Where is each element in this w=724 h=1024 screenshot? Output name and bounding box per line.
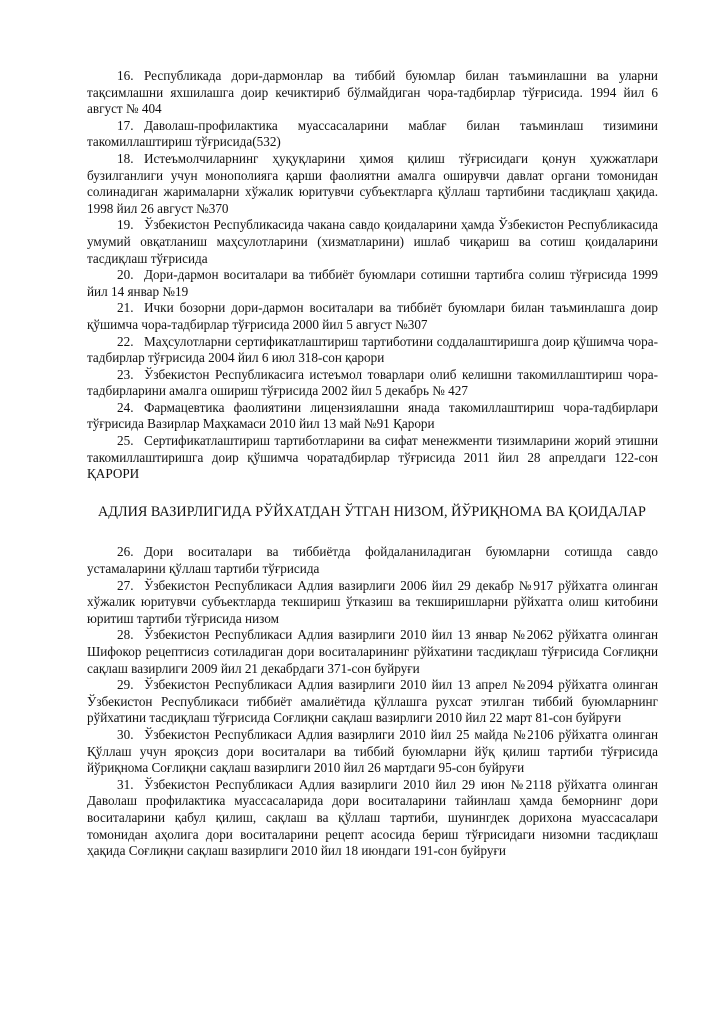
item-number: 31.: [117, 776, 134, 792]
section-heading: АДЛИЯ ВАЗИРЛИГИДА РЎЙХАТДАН ЎТГАН НИЗОМ, ЙЎРИҚНОМА ВА ҚОИДАЛАР: [98, 503, 646, 520]
item-number: 20.: [117, 267, 134, 283]
list-item: [87, 217, 658, 267]
item-number: 29.: [117, 677, 134, 693]
item-text: Ички бозорни дори-дармон воситалари ва тиббиёт буюмлари билан таъминлашга доир қўшимча чора-тадбирлар тўғрисида 2000 йил 5 август №307: [87, 300, 658, 332]
document-page: [87, 68, 658, 860]
item-text: Дори воситалари ва тиббиётда фойдаланиладиган буюмларни сотишда савдо устамаларини қўллаш тартиби тўғрисида: [87, 544, 658, 577]
item-number: 16.: [117, 68, 134, 83]
item-text: Ўзбекистон Республикасида чакана савдо қоидаларини ҳамда Ўзбекистон Республикасида умумий овқатланиш маҳсулотларини (хизматларини) ишлаб чиқариш ва сотиш қоидаларини тасдиқлаш тўғрисида: [87, 217, 658, 266]
list-item: [87, 334, 658, 367]
item-number: 30.: [117, 726, 134, 742]
list-item: [87, 627, 658, 677]
item-text: Фармацевтика фаолиятини лицензиялашни янада такомиллаштириш чора-тадбирлари тўғрисида Вазирлар Маҳкамаси 2010 йил 13 май №91 Қарори: [87, 399, 658, 432]
item-text: Ўзбекистон Республикаси Адлия вазирлиги 2010 йил 25 майда №2106 рўйхатга олинган Қўллаш учун яроқсиз дори воситалари ва тиббий буюмларни йўқ қилиш тартиби тўғрисида йўриқнома Соғлиқни сақлаш вазирлиги 2010 йил 26 мартдаги 95-сон буйруғи: [87, 726, 658, 776]
item-number: 22.: [117, 333, 134, 349]
item-number: 23.: [117, 366, 134, 382]
item-text: Даволаш-профилактика муассасаларини маблағ билан таъминлаш тизимини такомиллаштириш тўғрисида(532): [87, 117, 658, 150]
item-text: Республикада дори-дармонлар ва тиббий буюмлар билан таъминлашни ва уларни тақсимлашни яхшилашга доир кечиктириб бўлмайдиган чора-тадбирлар тўғрисида. 1994 йил 6 август № 404: [87, 68, 658, 117]
list-item: [87, 433, 658, 483]
list-item: [87, 367, 658, 400]
item-number: 19.: [117, 217, 134, 233]
item-number: 24.: [117, 399, 134, 415]
list-item: [87, 267, 658, 300]
item-text: Истеъмолчиларнинг ҳуқуқларини ҳимоя қилиш тўғрисидаги қонун ҳужжатлари бузилганлиги учун монополияга қарши фаолиятни амалга оширувчи давлат органи томонидан солинадиган жарималарни хўжалик юритувчи субъектларга қўллаш тартибини тасдиқлаш ҳақида. 1998 йил 26 август №370: [87, 150, 658, 216]
item-text: Ўзбекистон Республикаси Адлия вазирлиги 2010 йил 29 июн №2118 рўйхатга олинган Даволаш профилактика муассасаларида дори воситаларини тайинлаш ҳамда беморнинг дори воситаларини қабул қилиш, сақлаш ва қўллаш тартиби, шунингдек дорихона муассасалари томонидан аҳолига дори воситаларини рецепт асосида бериш тўғрисидаги низомни тасдиқлаш ҳақида Соғлиқни сақлаш вазирлиги 2010 йил 18 июндаги 191-сон буйруғи: [87, 776, 658, 859]
item-number: 27.: [117, 577, 134, 593]
list-item: [87, 151, 658, 217]
list-item: [87, 578, 658, 628]
item-text: Ўзбекистон Республикаси Адлия вазирлиги 2006 йил 29 декабр №917 рўйхатга олинган хўжалик юритувчи субъектларда текшириш ўтказиш ва текширишларни рўйхатга олиш китобини юритиш тартиби тўғрисида низом: [87, 577, 658, 626]
regulation-list-2: [87, 544, 658, 859]
regulation-list-1: [87, 68, 658, 483]
list-item: [87, 400, 658, 433]
list-item: [87, 727, 658, 777]
item-number: 26.: [117, 544, 134, 560]
item-text: Маҳсулотларни сертификатлаштириш тартиботини соддалаштиришга доир қўшимча чора-тадбирлар тўғрисида 2004 йил 6 июл 318-сон қарори: [87, 333, 658, 366]
list-item: [87, 677, 658, 727]
list-item: [87, 300, 658, 333]
item-number: 21.: [117, 300, 134, 316]
item-number: 17.: [117, 117, 134, 133]
item-number: 18.: [117, 150, 134, 166]
list-item: [87, 118, 658, 151]
item-text: Ўзбекистон Республикаси Адлия вазирлиги 2010 йил 13 январ №2062 рўйхатга олинган Шифокор рецептисиз сотиладиган дори воситаларининг рўйхатини тасдиқлаш тўғрисида Соғлиқни сақлаш вазирлиги 2009 йил 21 декабрдаги 371-сон буйруғи: [87, 627, 658, 676]
list-item: [87, 544, 658, 577]
list-item: [87, 777, 658, 860]
item-number: 28.: [117, 627, 134, 643]
item-number: 25.: [117, 433, 134, 449]
item-text: Ўзбекистон Республикаси Адлия вазирлиги 2010 йил 13 апрел №2094 рўйхатга олинган Ўзбекистон Республикаси тиббиёт амалиётида қўллашга рухсат этилган тиббий буюмларнинг рўйхатини тасдиқлаш тўғрисида Соғлиқни сақлаш вазирлиги 2010 йил 22 март 81-сон буйруғи: [87, 677, 658, 726]
item-text: Ўзбекистон Республикасига истеъмол товарлари олиб келишни такомиллаштириш чора-тадбирларини амалга ошириш тўғрисида 2002 йил 5 декабрь № 427: [87, 366, 658, 399]
item-text: Дори-дармон воситалари ва тиббиёт буюмлари сотишни тартибга солиш тўғрисида 1999 йил 14 январ №19: [87, 267, 658, 299]
list-item: [87, 68, 658, 118]
item-text: Сертификатлаштириш тартиботларини ва сифат менежменти тизимларини жорий этишни такомиллаштиришга доир қўшимча чоратадбирлар тўғрисида 2011 йил 28 апрелдаги 122-сон ҚАРОРИ: [87, 433, 658, 482]
